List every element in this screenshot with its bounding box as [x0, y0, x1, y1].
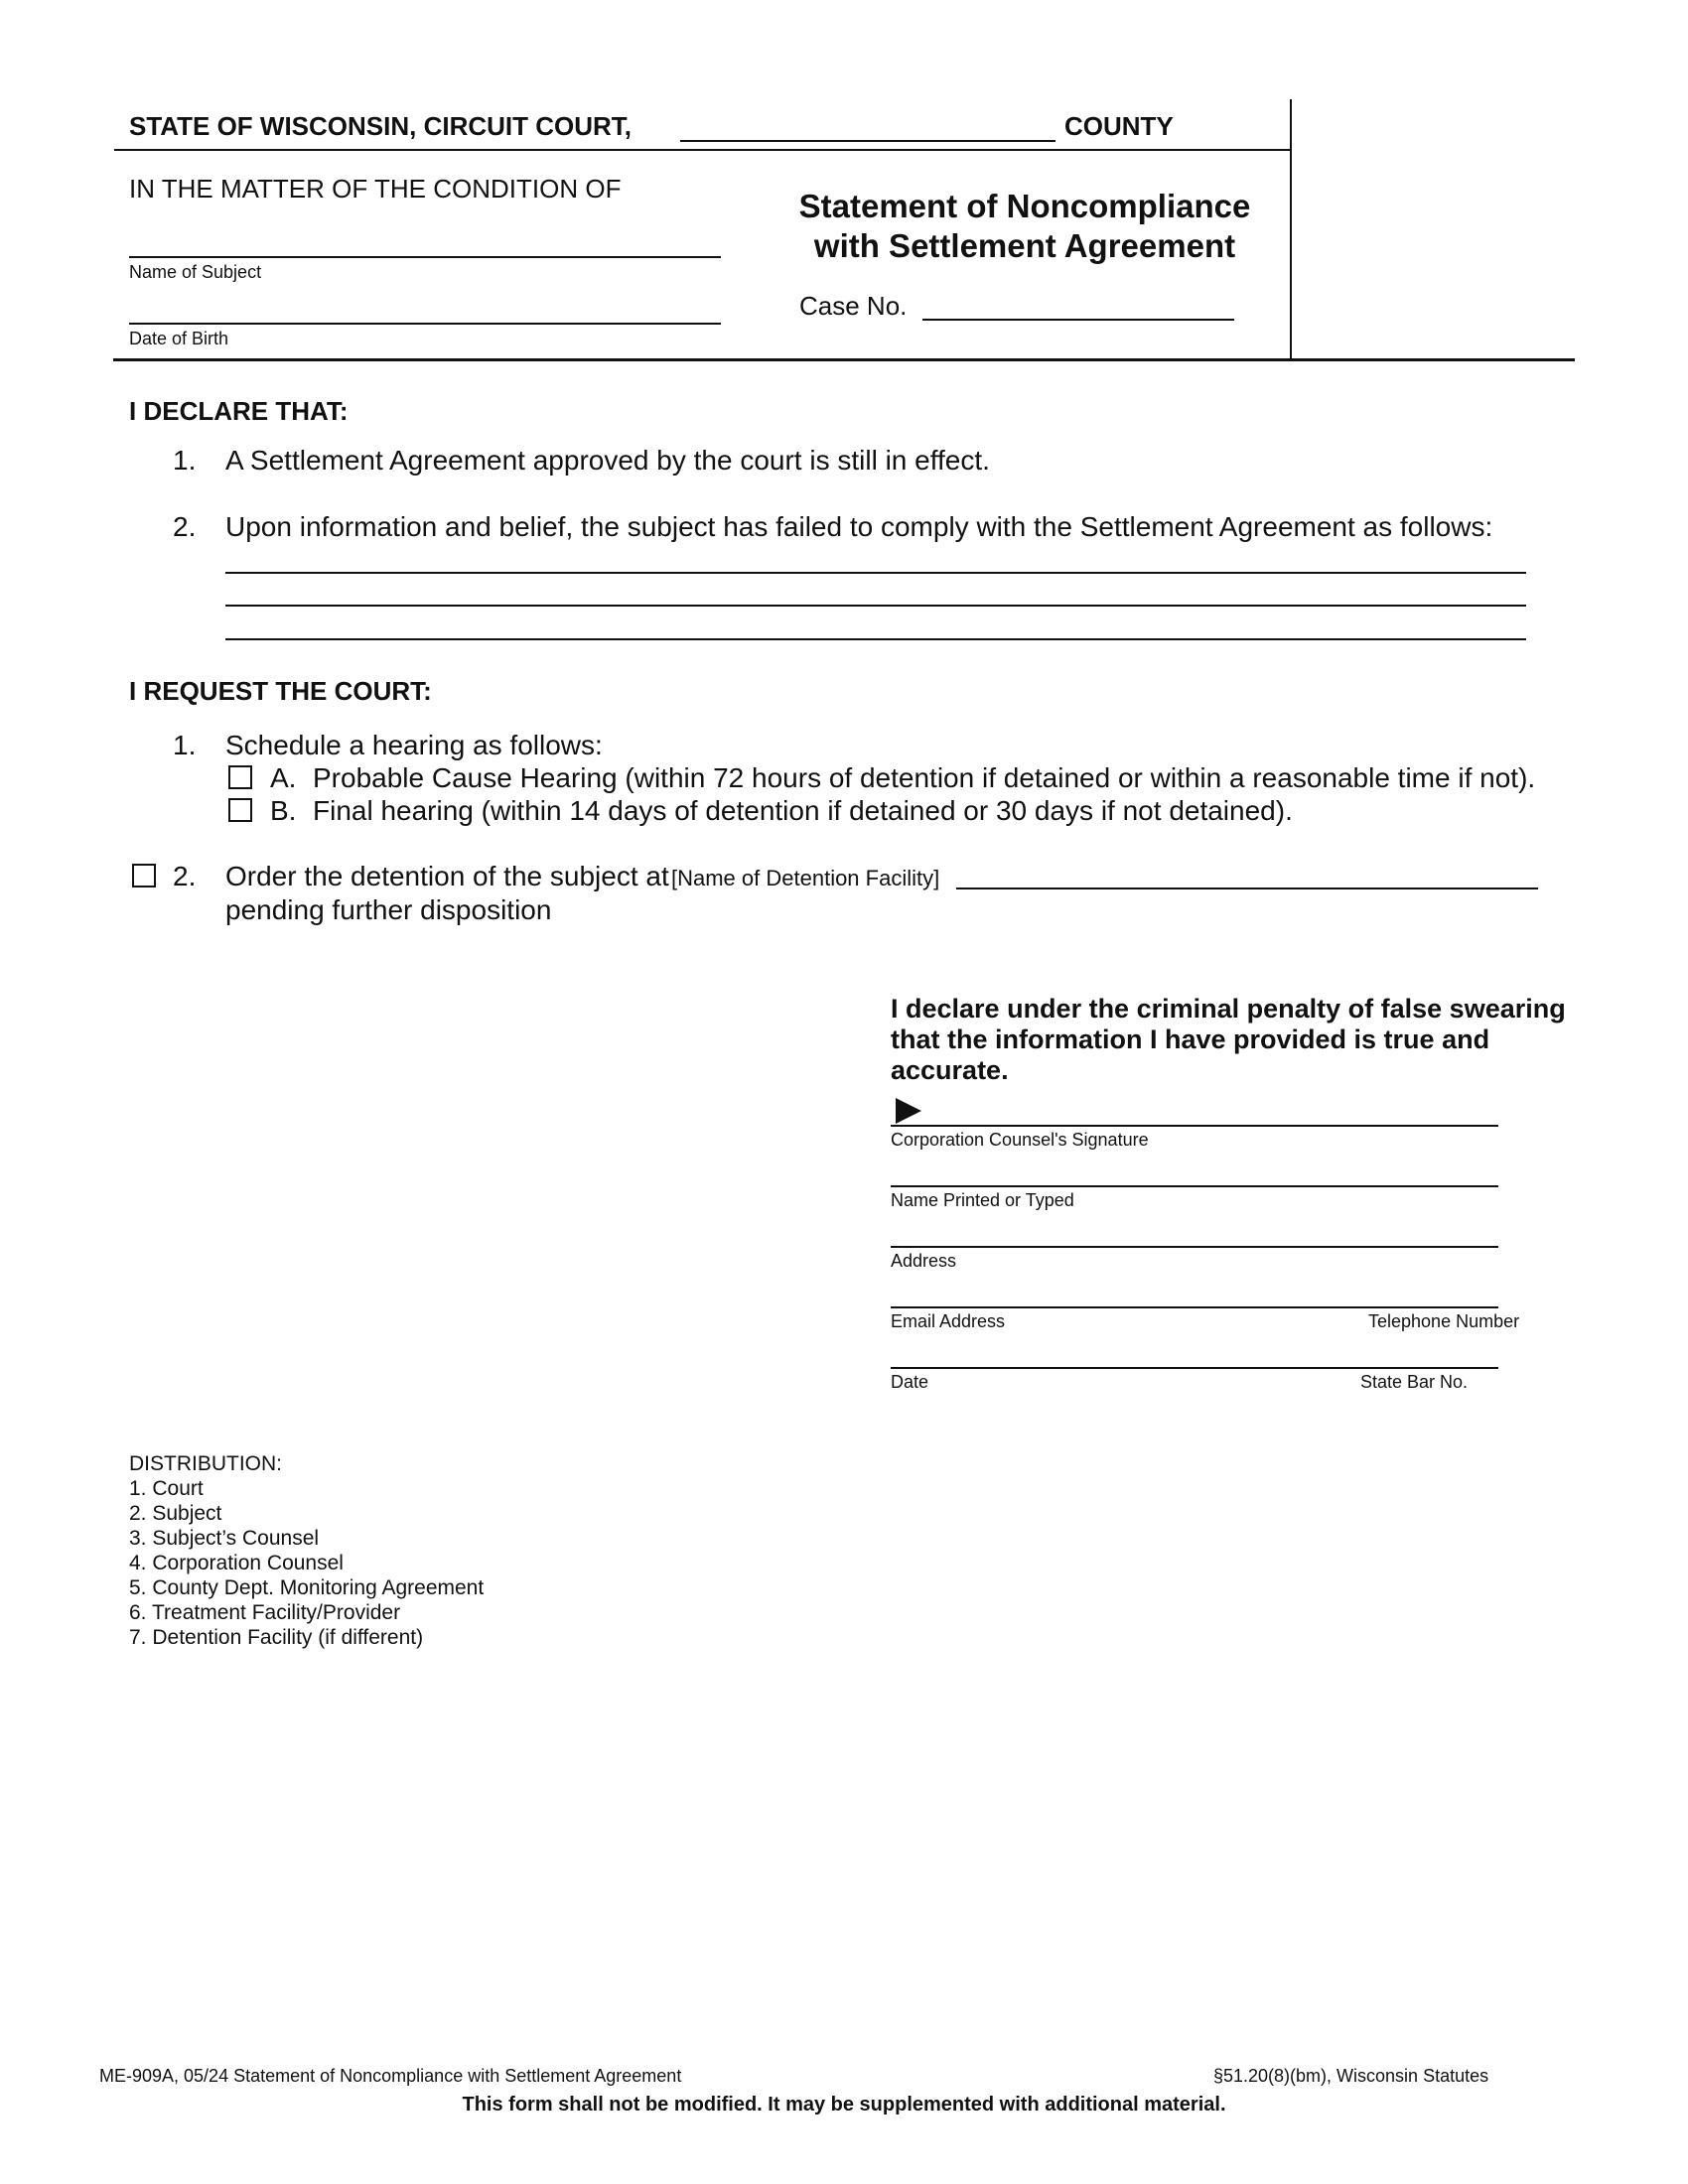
- state-bar-label: State Bar No.: [1360, 1372, 1469, 1392]
- final-hearing-checkbox[interactable]: [228, 798, 252, 822]
- signature-label: Corporation Counsel's Signature: [891, 1130, 1149, 1150]
- statute-reference: §51.20(8)(bm), Wisconsin Statutes: [1213, 2066, 1489, 2086]
- printed-name-line[interactable]: [891, 1185, 1498, 1187]
- email-telephone-line[interactable]: [891, 1306, 1498, 1308]
- distribution-list: [129, 1451, 484, 1650]
- date-label: Date: [891, 1372, 929, 1392]
- form-title-line1: Statement of Noncompliance: [798, 188, 1251, 224]
- list-item: 1. Court: [129, 1477, 204, 1500]
- header-rule: [114, 149, 1292, 151]
- list-item: 6. Treatment Facility/Provider: [129, 1601, 401, 1624]
- declare-heading: I DECLARE THAT:: [129, 396, 349, 426]
- request-item-2-continuation: pending further disposition: [225, 894, 552, 925]
- date-of-birth-label: Date of Birth: [129, 329, 229, 348]
- request-item-1-text: Schedule a hearing as follows:: [225, 730, 603, 760]
- option-b-text: Final hearing (within 14 days of detention if detained or 30 days if not detained).: [313, 795, 1293, 826]
- request-item-1-number: 1.: [173, 730, 197, 760]
- detention-facility-label: [Name of Detention Facility]: [671, 866, 940, 890]
- detention-order-checkbox[interactable]: [132, 864, 156, 887]
- declare-item-1-number: 1.: [173, 445, 197, 476]
- option-b-letter: B.: [270, 795, 297, 826]
- header-bottom-rule: [113, 358, 1575, 361]
- list-item: 2. Subject: [129, 1502, 222, 1525]
- county-label: COUNTY: [1064, 111, 1174, 141]
- sign-here-arrow-icon: [896, 1098, 921, 1124]
- distribution-heading: DISTRIBUTION:: [129, 1452, 283, 1475]
- form-id: ME-909A, 05/24 Statement of Noncompliance with Settlement Agreement: [99, 2066, 682, 2086]
- form-title-line2: with Settlement Agreement: [813, 227, 1236, 264]
- noncompliance-line-1[interactable]: [225, 572, 1526, 574]
- false-swearing-declaration: I declare under the criminal penalty of false swearing that the information I have provided is true and accurate.: [891, 994, 1566, 1086]
- list-item: 4. Corporation Counsel: [129, 1552, 344, 1574]
- court-label: STATE OF WISCONSIN, CIRCUIT COURT,: [129, 111, 633, 141]
- header-right-rule: [1290, 99, 1292, 359]
- list-item: 5. County Dept. Monitoring Agreement: [129, 1576, 485, 1599]
- detention-facility-line[interactable]: [956, 887, 1538, 889]
- case-no-line[interactable]: [922, 319, 1234, 321]
- name-of-subject-line[interactable]: [129, 256, 721, 258]
- request-item-2-text: Order the detention of the subject at: [225, 861, 669, 891]
- date-of-birth-line[interactable]: [129, 323, 721, 325]
- noncompliance-line-2[interactable]: [225, 605, 1526, 607]
- email-label: Email Address: [891, 1311, 1006, 1331]
- printed-name-label: Name Printed or Typed: [891, 1190, 1074, 1210]
- request-item-2-number: 2.: [173, 861, 197, 891]
- declare-item-1-text: A Settlement Agreement approved by the court is still in effect.: [225, 445, 990, 476]
- declare-item-2-number: 2.: [173, 511, 197, 542]
- address-line[interactable]: [891, 1246, 1498, 1248]
- option-a-letter: A.: [270, 762, 297, 793]
- address-label: Address: [891, 1251, 957, 1271]
- telephone-label: Telephone Number: [1368, 1311, 1520, 1331]
- list-item: 3. Subject’s Counsel: [129, 1527, 320, 1550]
- date-bar-line[interactable]: [891, 1367, 1498, 1369]
- case-no-label: Case No.: [799, 291, 908, 321]
- matter-label: IN THE MATTER OF THE CONDITION OF: [129, 174, 622, 204]
- request-heading: I REQUEST THE COURT:: [129, 676, 432, 706]
- name-of-subject-label: Name of Subject: [129, 262, 262, 282]
- signature-line[interactable]: [891, 1125, 1498, 1127]
- option-a-text: Probable Cause Hearing (within 72 hours of detention if detained or within a reasonable time if not).: [313, 762, 1536, 793]
- probable-cause-checkbox[interactable]: [228, 765, 252, 789]
- list-item: 7. Detention Facility (if different): [129, 1626, 424, 1649]
- modification-notice: This form shall not be modified. It may be supplemented with additional material.: [462, 2094, 1226, 2116]
- declare-item-2-text: Upon information and belief, the subject has failed to comply with the Settlement Agreement as follows:: [225, 511, 1493, 542]
- county-blank-line[interactable]: [680, 140, 1055, 142]
- noncompliance-line-3[interactable]: [225, 638, 1526, 640]
